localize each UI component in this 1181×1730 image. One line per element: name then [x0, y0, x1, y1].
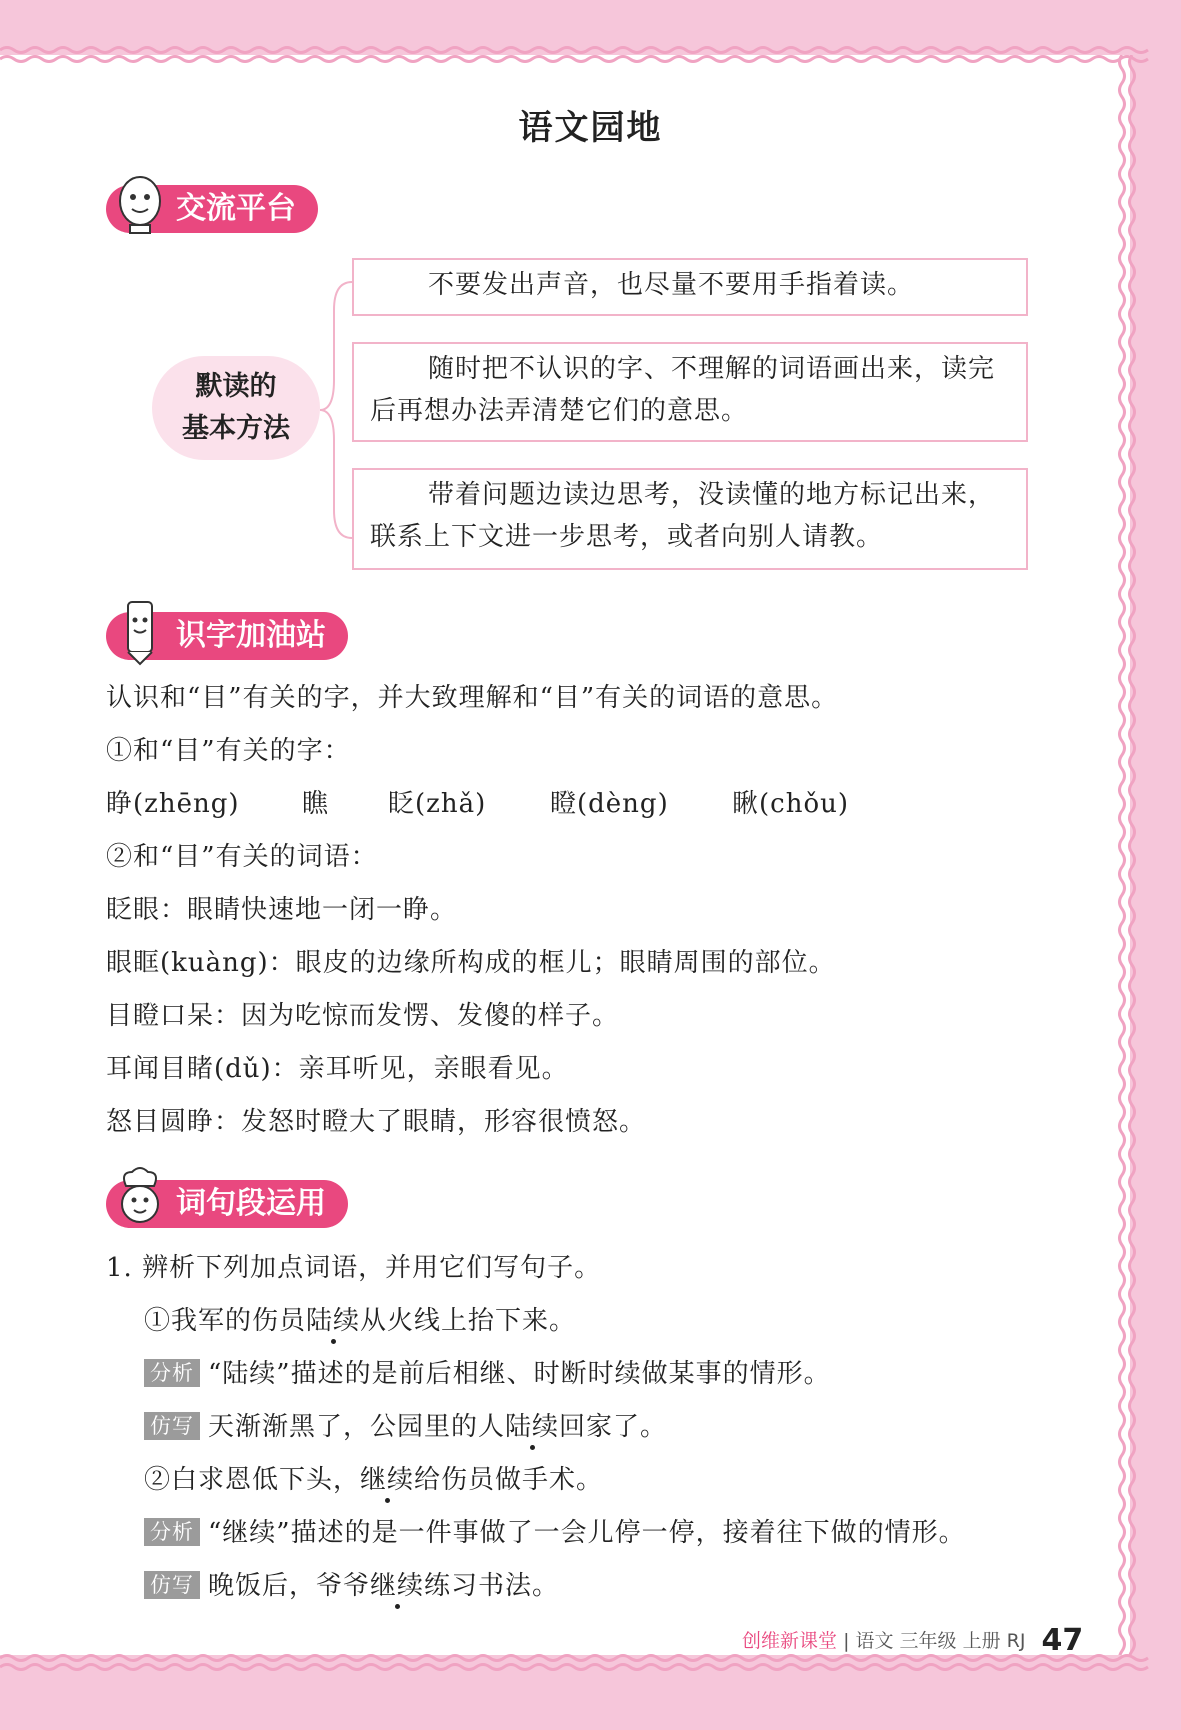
analysis-tag: 分析: [144, 1518, 200, 1546]
question-1: 1. 辨析下列加点词语，并用它们写句子。: [106, 1253, 602, 1283]
cartoon-pencil-icon: [114, 598, 166, 666]
method-text-1: 不要发出声音，也尽量不要用手指着读。: [428, 270, 915, 300]
reading-methods-line1: 默读的: [195, 371, 277, 402]
imitation-tag: 仿写: [144, 1412, 200, 1440]
word-item: 目瞪口呆：因为吃惊而发愣、发傻的样子。: [106, 1001, 620, 1031]
sentence-2-pre: ②白求恩低下头，: [144, 1465, 361, 1495]
word-item: 怒目圆睁：发怒时瞪大了眼睛，形容很愤怒。: [106, 1107, 647, 1137]
section-title-literacy: 识字加油站: [176, 618, 326, 653]
dotted-keyword: 继续: [360, 1465, 415, 1495]
page-number: 47: [1041, 1623, 1084, 1658]
char-item: 睁(zhēng): [106, 789, 240, 819]
cartoon-chef-icon: [114, 1166, 166, 1234]
char-item: 瞧: [302, 789, 330, 819]
section-title-exchange: 交流平台: [176, 191, 296, 226]
word-item: 眼眶(kuàng)：眼皮的边缘所构成的框儿；眼睛周围的部位。: [106, 948, 836, 978]
sentence-2: [144, 1462, 603, 1498]
analysis-2: [144, 1515, 966, 1551]
imitation-1-pre: 天渐渐黑了，公园里的人: [208, 1412, 506, 1442]
section-title-usage: 词句段运用: [176, 1186, 326, 1221]
sentence-2-post: 给伤员做手术。: [414, 1465, 604, 1495]
imitation-1-post: 回家了。: [559, 1412, 668, 1442]
dotted-keyword: 陆续: [505, 1412, 560, 1442]
method-text-3: 带着问题边读边思考，没读懂的地方标记出来，联系上下文进一步思考，或者向别人请教。: [370, 480, 996, 552]
imitation-2-post: 练习书法。: [424, 1571, 560, 1601]
literacy-intro: 认识和“目”有关的字，并大致理解和“目”有关的词语的意思。: [106, 683, 839, 713]
word-item: 耳闻目睹(dǔ)：亲耳听见，亲眼看见。: [106, 1054, 569, 1084]
chars-title: ①和“目”有关的字：: [106, 736, 351, 766]
sentence-1-pre: ①我军的伤员: [144, 1306, 307, 1336]
reading-methods-label: [152, 356, 320, 460]
page-footer: [742, 1620, 1084, 1658]
imitation-2: [144, 1568, 559, 1604]
right-wave-border: [1110, 55, 1146, 1655]
section-badge-exchange: [106, 185, 318, 233]
imitation-2-pre: 晚饭后，爷爷: [208, 1571, 371, 1601]
word-item: 眨眼：眼睛快速地一闭一睁。: [106, 895, 458, 925]
words-title: ②和“目”有关的词语：: [106, 842, 378, 872]
analysis-1: [144, 1356, 831, 1392]
cartoon-trophy-icon: [114, 171, 166, 239]
section-badge-usage: [106, 1180, 348, 1228]
top-wave-border: [0, 40, 1181, 70]
method-text-2: 随时把不认识的字、不理解的词语画出来，读完后再想办法弄清楚它们的意思。: [370, 354, 996, 426]
sentence-1-post: 从火线上抬下来。: [360, 1306, 577, 1336]
char-item: 瞪(dèng): [550, 789, 669, 819]
footer-brand: 创维新课堂: [742, 1630, 838, 1652]
dotted-keyword: 陆续: [306, 1306, 361, 1336]
sentence-1: [144, 1303, 576, 1339]
imitation-tag: 仿写: [144, 1571, 200, 1599]
method-box-3: [352, 468, 1028, 570]
page-title: 语文园地: [518, 108, 663, 148]
analysis-1-text: “陆续”描述的是前后相继、时断时续做某事的情形。: [208, 1359, 831, 1389]
char-item: 瞅(chǒu): [732, 789, 849, 819]
reading-methods-line2: 基本方法: [182, 413, 290, 444]
dotted-keyword: 继续: [370, 1571, 425, 1601]
method-box-2: [352, 342, 1028, 442]
method-box-1: [352, 258, 1028, 316]
footer-info: | 语文 三年级 上册 RJ: [843, 1630, 1026, 1652]
section-badge-literacy: [106, 612, 348, 660]
imitation-1: [144, 1409, 667, 1445]
analysis-2-text: “继续”描述的是一件事做了一会儿停一停，接着往下做的情形。: [208, 1518, 966, 1548]
char-item: 眨(zhǎ): [388, 789, 487, 819]
analysis-tag: 分析: [144, 1359, 200, 1387]
